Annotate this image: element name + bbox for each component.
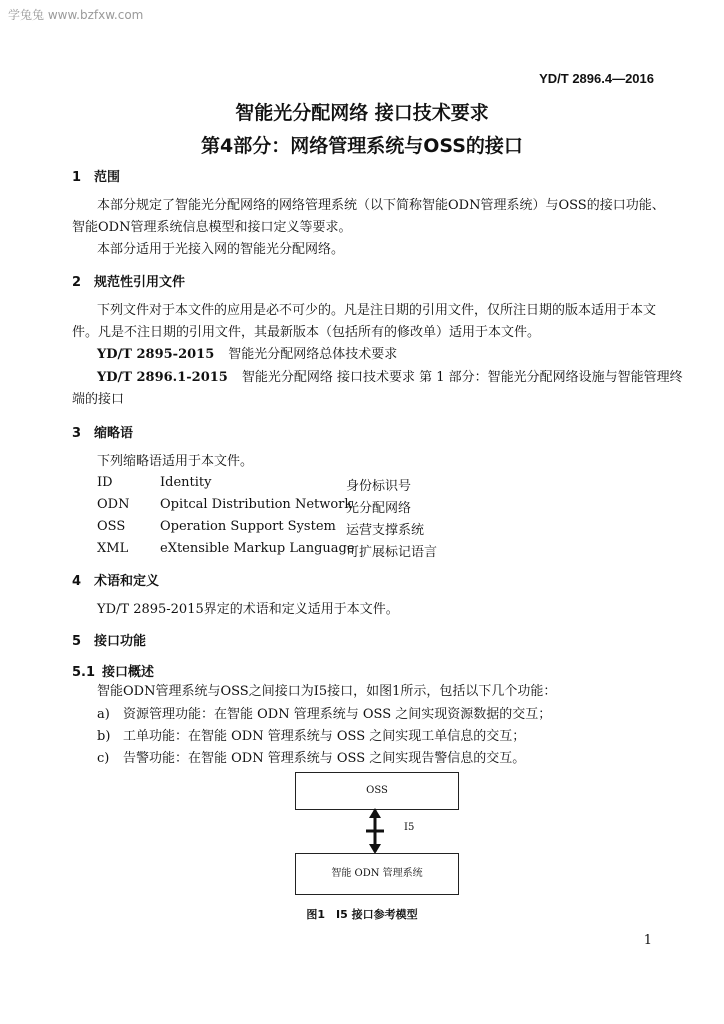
abbreviations-intro: 下列缩略语适用于本文件。 [97, 454, 254, 469]
abbreviation-chinese: 身份标识号 [346, 479, 412, 494]
section-5-1-heading [72, 661, 154, 680]
section-title: 接口功能 [94, 634, 147, 649]
section-number: 5 [72, 634, 82, 649]
list-item-text: 告警功能：在智能 ODN 管理系统与 OSS 之间实现告警信息的交互。 [123, 751, 526, 766]
abbreviation-chinese: 运营支撑系统 [346, 523, 425, 538]
abbreviation-row [97, 541, 497, 561]
section-number: 1 [72, 170, 82, 185]
list-item-label: c) [97, 751, 110, 766]
reference-code: YD/T 2896.1-2015 [97, 370, 228, 385]
page-number: 1 [643, 933, 652, 948]
bidirectional-arrow-icon [360, 808, 390, 854]
reference-2 [97, 366, 683, 389]
section-number: 2 [72, 275, 82, 290]
section-1-heading [72, 166, 120, 185]
section-title: 缩略语 [94, 426, 134, 441]
references-intro-line-1: 下列文件对于本文件的应用是必不可少的。凡是注日期的引用文件，仅所注日期的版本适用于本文 [97, 303, 657, 318]
abbreviation-chinese: 光分配网络 [346, 501, 412, 516]
watermark: 学兔兔 www.bzfxw.com [8, 8, 144, 22]
list-item-label: a) [97, 707, 110, 722]
abbreviation-english: Opitcal Distribution Network [160, 497, 353, 512]
section-number: 5.1 [72, 665, 96, 680]
section-title: 术语和定义 [94, 574, 160, 589]
figure-caption: 图1 I5 接口参考模型 [306, 908, 418, 921]
abbreviation: OSS [97, 519, 126, 534]
title-line-2: 第4部分：网络管理系统与OSS的接口 [201, 135, 523, 157]
reference-1 [97, 343, 397, 366]
title-line-1: 智能光分配网络 接口技术要求 [235, 102, 489, 124]
interface-label: I5 [404, 822, 415, 833]
reference-code: YD/T 2895-2015 [97, 347, 215, 362]
scope-paragraph-2: 本部分适用于光接入网的智能光分配网络。 [97, 242, 345, 257]
abbreviation-row [97, 519, 497, 539]
section-3-heading [72, 422, 133, 441]
abbreviation-row [97, 475, 497, 495]
abbreviation-english: Identity [160, 475, 212, 490]
abbreviation-english: Operation Support System [160, 519, 336, 534]
section-number: 4 [72, 574, 82, 589]
section-title: 规范性引用文件 [94, 275, 186, 290]
references-intro-line-2: 件。凡是不注日期的引用文件，其最新版本（包括所有的修改单）适用于本文件。 [72, 325, 541, 340]
overview-intro: 智能ODN管理系统与OSS之间接口为I5接口，如图1所示，包括以下几个功能： [97, 684, 557, 699]
abbreviation-row [97, 497, 497, 517]
reference-2-continued: 端的接口 [72, 392, 125, 407]
abbreviation-chinese: 可扩展标记语言 [346, 545, 438, 560]
abbreviation: ODN [97, 497, 130, 512]
reference-title: 智能光分配网络总体技术要求 [228, 347, 398, 362]
list-item [97, 725, 525, 748]
reference-title: 智能光分配网络 接口技术要求 第 1 部分：智能光分配网络设施与智能管理终 [241, 370, 683, 385]
section-5-heading [72, 630, 146, 649]
section-number: 3 [72, 426, 82, 441]
section-2-heading [72, 271, 185, 290]
list-item [97, 747, 525, 770]
section-title: 范围 [94, 170, 121, 185]
list-item [97, 703, 551, 726]
abbreviation: ID [97, 475, 113, 490]
list-item-label: b) [97, 729, 111, 744]
section-title: 接口概述 [102, 665, 155, 680]
document-number: YD/T 2896.4—2016 [539, 71, 654, 86]
oss-box: OSS [295, 772, 459, 810]
scope-paragraph-line-1: 本部分规定了智能光分配网络的网络管理系统（以下简称智能ODN管理系统）与OSS的接口功能、 [97, 198, 665, 213]
abbreviation-english: eXtensible Markup Language [160, 541, 355, 556]
odn-management-box: 智能 ODN 管理系统 [295, 853, 459, 895]
section-4-heading [72, 570, 159, 589]
terms-paragraph: YD/T 2895-2015界定的术语和定义适用于本文件。 [97, 602, 399, 617]
list-item-text: 资源管理功能：在智能 ODN 管理系统与 OSS 之间实现资源数据的交互； [123, 707, 552, 722]
abbreviation: XML [97, 541, 129, 556]
scope-paragraph-line-2: 智能ODN管理系统信息模型和接口定义等要求。 [72, 220, 352, 235]
list-item-text: 工单功能：在智能 ODN 管理系统与 OSS 之间实现工单信息的交互； [123, 729, 526, 744]
